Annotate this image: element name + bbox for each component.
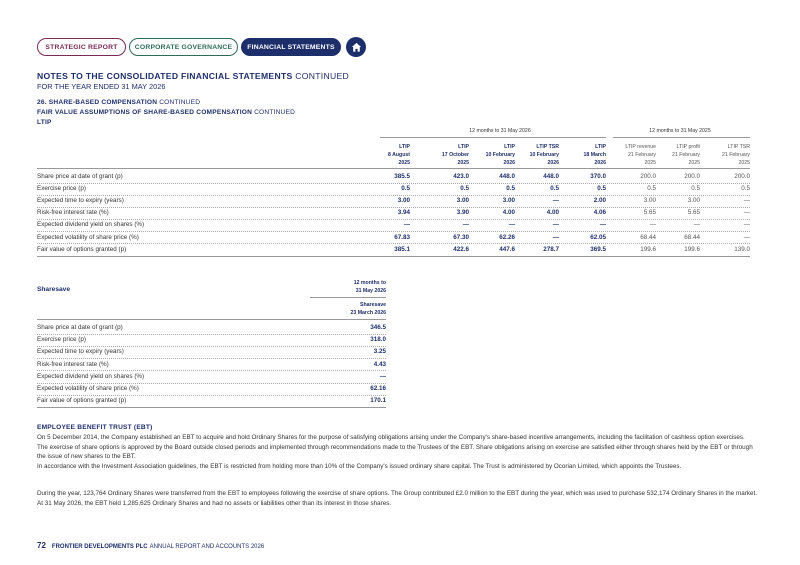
group-rule-2026 — [380, 137, 606, 138]
table-cell: 370.0 — [590, 173, 606, 180]
note-heading-text: 26. SHARE-BASED COMPENSATION — [37, 99, 158, 106]
table-cell: 62.05 — [590, 233, 606, 241]
table-cell: 68.44 — [684, 233, 700, 241]
page-title-suffix: CONTINUED — [295, 71, 350, 81]
row-label: Expected time to expiry (years) — [37, 197, 124, 205]
table-cell: 4.00 — [546, 209, 559, 217]
row-label: Expected volatility of share price (%) — [37, 233, 139, 241]
tab-financial-statements[interactable]: FINANCIAL STATEMENTS — [241, 38, 341, 56]
table-cell: 199.6 — [684, 245, 700, 253]
table-cell: 5.65 — [643, 209, 656, 217]
column-header-line: LTIP TSR — [727, 144, 750, 150]
column-header-line: LTIP — [595, 144, 606, 150]
table-cell: 3.00 — [643, 197, 656, 205]
table-cell: — — [508, 221, 515, 229]
table-cell: 3.00 — [456, 197, 469, 205]
table-cell: 369.5 — [590, 245, 606, 253]
sharesave-header-rule — [37, 319, 386, 320]
table-cell: 3.00 — [687, 197, 700, 205]
sharesave-row — [37, 371, 386, 383]
column-header-line: LTIP TSR — [536, 144, 559, 150]
column-header-line: LTIP — [504, 144, 515, 150]
table-cell: 0.5 — [647, 185, 656, 193]
table-cell: 0.5 — [401, 185, 410, 193]
table-cell: 139.0 — [734, 245, 750, 253]
table-cell: 200.0 — [734, 173, 750, 180]
tab-strategic-report[interactable]: STRATEGIC REPORT — [37, 38, 126, 56]
table-cell: 62.26 — [499, 233, 515, 241]
table-cell: 422.6 — [453, 245, 469, 253]
table-cell: — — [743, 209, 750, 217]
table-cell: 318.0 — [370, 336, 386, 344]
table-cell: 68.44 — [640, 233, 656, 241]
ebt-paragraph-3: During the year, 123,764 Ordinary Shares were transferred from the EBT to employees following the exercise of share options. The Group contributed £2.0 million to the EBT during the year, which was used to purchase 532,174 Ordinary Shares in the market. At 31 May 2026, the EBT held 1,285,625 Ordinary Shares and had no assets or liabilities other than its interest in those shares. — [37, 490, 757, 507]
row-label: Fair value of options granted (p) — [37, 245, 127, 253]
table-cell: 0.5 — [460, 185, 469, 193]
column-header — [606, 143, 656, 167]
sharesave-period — [310, 279, 386, 295]
column-header — [465, 143, 515, 167]
table-cell: 0.5 — [741, 185, 750, 193]
table-cell: 423.0 — [453, 173, 469, 180]
sharesave-period-rule — [310, 297, 386, 298]
column-header — [556, 143, 606, 167]
column-header-line: 2025 — [398, 160, 410, 166]
sharesave-col-line1: Sharesave — [360, 302, 386, 308]
group-header-2025: 12 months to 31 May 2025 — [649, 128, 711, 134]
row-label: Exercise price (p) — [37, 336, 86, 344]
row-label: Expected dividend yield on shares (%) — [37, 221, 145, 229]
table-row — [37, 171, 750, 183]
table-row — [37, 207, 750, 219]
sharesave-row — [37, 334, 386, 346]
table-cell: 0.5 — [506, 185, 515, 193]
sharesave-period-line1: 12 months to — [353, 280, 386, 286]
column-header-line: 21 February — [722, 152, 750, 158]
column-header-line: 8 August — [388, 152, 410, 158]
table-cell: 199.6 — [640, 245, 656, 253]
column-header-line: 18 March — [583, 152, 606, 158]
column-header-line: 2025 — [738, 160, 750, 166]
column-header-line: 2025 — [644, 160, 656, 166]
table-cell: — — [403, 221, 410, 229]
table-cell: 278.7 — [543, 245, 559, 253]
column-header-line: LTIP — [458, 144, 469, 150]
table-cell: 3.25 — [373, 348, 386, 356]
table-cell: 67.83 — [394, 233, 410, 241]
table-cell: — — [693, 221, 700, 229]
column-header-line: LTIP profit — [676, 144, 700, 150]
table-cell: 4.43 — [373, 360, 386, 368]
sharesave-row — [37, 322, 386, 334]
table-cell: — — [462, 221, 469, 229]
fair-value-heading-text: FAIR VALUE ASSUMPTIONS OF SHARE-BASED COMPENSATION — [37, 109, 253, 116]
table-cell: 5.65 — [687, 209, 700, 217]
footer-company: FRONTIER DEVELOPMENTS PLC — [51, 544, 148, 550]
row-label: Fair value of options granted (p) — [37, 397, 127, 405]
ebt-paragraph-1: On 5 December 2014, the Company established an EBT to acquire and hold Ordinary Shares for the purpose of satisfying obligations arising under the Company's share-based incentive arrangements, including the facilitation of cashless option exercises. The exercise of share options is approved by the Board outside closed periods and implemented through recommendations made to the Trustees of the EBT. Share obligations arising on exercise are satisfied either through shares held by the EBT or through the issue of new shares to the EBT. — [37, 434, 753, 461]
table-cell: 3.94 — [397, 209, 410, 217]
table-cell: 0.5 — [550, 185, 559, 193]
fair-value-heading — [37, 109, 295, 116]
column-header-line: 21 February — [628, 152, 656, 158]
table-cell: 2.00 — [593, 197, 606, 205]
table-cell: 200.0 — [640, 173, 656, 180]
table-cell: 0.5 — [691, 185, 700, 193]
sharesave-row — [37, 359, 386, 371]
fair-value-heading-suffix: CONTINUED — [254, 109, 296, 116]
table-cell: 3.00 — [397, 197, 410, 205]
section-nav — [37, 37, 366, 57]
row-label: Risk-free interest rate (%) — [37, 360, 109, 368]
table-cell: — — [552, 233, 559, 241]
table-cell: 170.1 — [370, 397, 386, 405]
sharesave-column-header — [310, 301, 386, 317]
ltip-heading: LTIP — [37, 119, 52, 126]
sharesave-period-line2: 31 May 2026 — [355, 288, 386, 294]
table-cell: 67.30 — [453, 233, 469, 241]
table-cell: 4.06 — [593, 209, 606, 217]
table-cell: 448.0 — [543, 173, 559, 180]
table-cell: 385.1 — [394, 245, 410, 253]
sharesave-row — [37, 383, 386, 395]
home-button[interactable] — [346, 37, 366, 57]
table-cell: 62.16 — [370, 385, 386, 392]
row-label: Exercise price (p) — [37, 185, 86, 193]
column-header-line: 2026 — [594, 160, 606, 166]
table-row — [37, 232, 750, 244]
sharesave-col-line2: 23 March 2026 — [350, 310, 386, 316]
column-header — [360, 143, 410, 167]
column-header-line: 21 February — [672, 152, 700, 158]
row-label: Risk-free interest rate (%) — [37, 209, 109, 217]
table-row — [37, 219, 750, 231]
column-header-line: 2026 — [547, 160, 559, 166]
row-label: Share price at date of grant (p) — [37, 173, 123, 180]
row-label: Share price at date of grant (p) — [37, 324, 123, 331]
home-icon — [351, 42, 362, 53]
table-row — [37, 183, 750, 195]
column-header — [700, 143, 750, 167]
footer-document: ANNUAL REPORT AND ACCOUNTS 2026 — [149, 544, 265, 550]
column-header — [509, 143, 559, 167]
column-header-line: 2025 — [688, 160, 700, 166]
ebt-paragraph-2: In accordance with the Investment Association guidelines, the EBT is restricted from holding more than 10% of the Company's issued ordinary share capital. The Trust is administered by Ocorian Limited, which appoints the Trustees. — [37, 463, 682, 470]
sharesave-bottom-rule — [37, 407, 386, 408]
page-title — [37, 71, 349, 81]
row-label: Expected dividend yield on shares (%) — [37, 372, 145, 380]
column-header-line: 2025 — [457, 160, 469, 166]
table-cell: — — [743, 221, 750, 229]
table-cell: — — [599, 221, 606, 229]
column-header — [419, 143, 469, 167]
table-cell: — — [743, 197, 750, 205]
tab-corporate-governance[interactable]: CORPORATE GOVERNANCE — [129, 38, 238, 56]
column-header-line: 10 February — [529, 152, 559, 158]
sharesave-label: Sharesave — [37, 286, 70, 293]
table-cell: 448.0 — [499, 173, 515, 180]
table-cell: 3.00 — [502, 197, 515, 205]
note-heading — [37, 99, 200, 106]
table-cell: 447.6 — [499, 245, 515, 253]
page-footer — [37, 541, 264, 550]
table-row — [37, 195, 750, 207]
sharesave-row — [37, 395, 386, 407]
group-rule-2025 — [613, 137, 750, 138]
column-header-line: LTIP revenue — [625, 144, 656, 150]
column-header-line: 2026 — [503, 160, 515, 166]
table-cell: 3.90 — [456, 209, 469, 217]
group-header-2026: 12 months to 31 May 2026 — [469, 128, 531, 134]
table-cell: — — [379, 372, 386, 380]
table-cell: — — [649, 221, 656, 229]
column-header — [650, 143, 700, 167]
table-cell: 4.00 — [502, 209, 515, 217]
sharesave-row — [37, 346, 386, 358]
table-cell: 0.5 — [597, 185, 606, 193]
page-subtitle: FOR THE YEAR ENDED 31 MAY 2026 — [37, 82, 166, 91]
table-cell: 200.0 — [684, 173, 700, 180]
table-cell: 346.5 — [370, 324, 386, 331]
header-rule — [37, 168, 750, 169]
column-header-line: 17 October — [441, 152, 469, 158]
table-row — [37, 244, 750, 256]
page-title-text: NOTES TO THE CONSOLIDATED FINANCIAL STATEMENTS — [37, 71, 293, 81]
table-cell: — — [743, 233, 750, 241]
table-bottom-rule — [37, 256, 750, 257]
note-heading-suffix: CONTINUED — [159, 99, 201, 106]
row-label: Expected volatility of share price (%) — [37, 385, 139, 392]
column-header-line: 10 February — [485, 152, 515, 158]
column-header-line: LTIP — [399, 144, 410, 150]
table-cell: — — [552, 221, 559, 229]
row-label: Expected time to expiry (years) — [37, 348, 124, 356]
table-cell: — — [552, 197, 559, 205]
table-cell: 385.5 — [394, 173, 410, 180]
ebt-heading: EMPLOYEE BENEFIT TRUST (EBT) — [37, 424, 153, 431]
page-number: 72 — [37, 541, 46, 550]
